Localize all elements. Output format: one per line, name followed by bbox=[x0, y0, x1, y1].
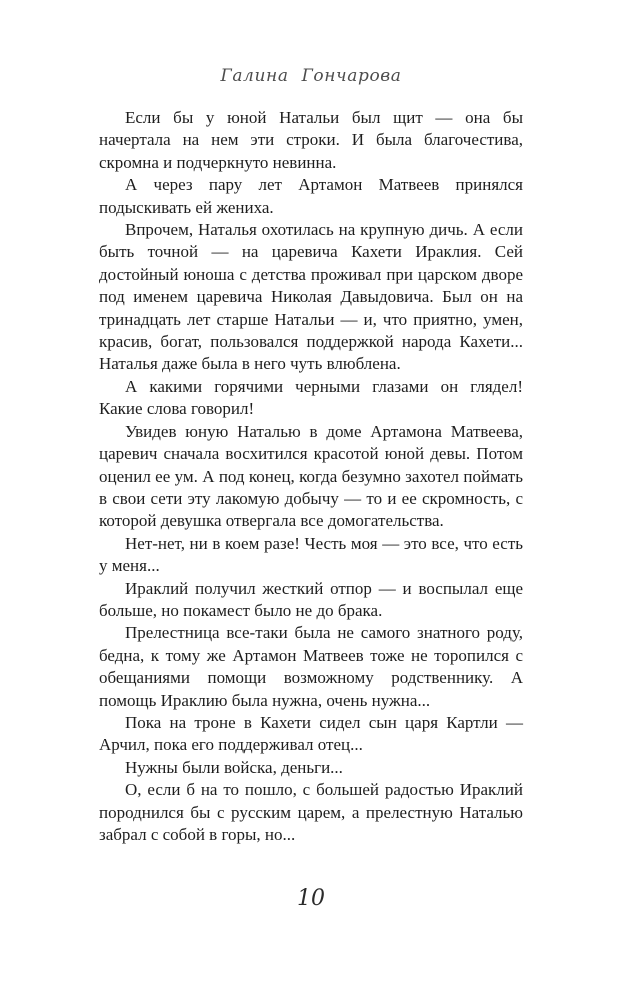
paragraph: Увидев юную Наталью в доме Артамона Матвеева, царевич сначала восхитился красотой юной девы. Потом оценил ее ум. А под конец, когда безумно захотел поймать в свои сети эту лакомую добычу — то и ее скромность, с которой девушка отвергала все домогательства. bbox=[99, 421, 523, 531]
running-head-author: Галина Гончарова bbox=[220, 66, 402, 86]
paragraph: Пока на троне в Кахети сидел сын царя Картли — Арчил, пока его поддерживал отец... bbox=[99, 712, 523, 755]
paragraph: А какими горячими черными глазами он глядел! Какие слова говорил! bbox=[99, 376, 523, 419]
paragraph: Если бы у юной Натальи был щит — она бы начертала на нем эти строки. И была благочестива, скромна и подчеркнуто невинна. bbox=[99, 108, 523, 172]
paragraph: Нужны были войска, деньги... bbox=[125, 757, 343, 777]
paragraph: А через пару лет Артамон Матвеев принялся подыскивать ей жениха. bbox=[99, 175, 523, 217]
paragraph: Прелестница все-таки была не самого знатного роду, бедна, к тому же Артамон Матвеев тоже не торопился с обещаниями помощи возможному родственнику. А помощь Ираклию была нужна, очень нужна... bbox=[99, 623, 523, 710]
paragraph: Нет-нет, ни в коем разе! Честь моя — это все, что есть у меня... bbox=[99, 533, 523, 576]
page-number: 10 bbox=[297, 886, 325, 911]
paragraph: Впрочем, Наталья охотилась на крупную дичь. А если быть точной — на царевича Кахети Ираклия. Сей достойный юноша с детства проживал при царском дворе под именем царевича Николая Давыдовича. Был он на тринадцать лет старше Натальи — и, что приятно, умен, красив, богат, пользовался поддержкой народа Кахети... Наталья даже была в него чуть влюблена. bbox=[99, 220, 523, 374]
paragraph: Ираклий получил жесткий отпор — и воспылал еще больше, но покамест было не до брака. bbox=[99, 578, 523, 620]
paragraph: О, если б на то пошло, с большей радостью Ираклий породнился бы с русским царем, а прелестную Наталью забрал с собой в горы, но... bbox=[99, 780, 523, 844]
body-text bbox=[99, 107, 523, 846]
